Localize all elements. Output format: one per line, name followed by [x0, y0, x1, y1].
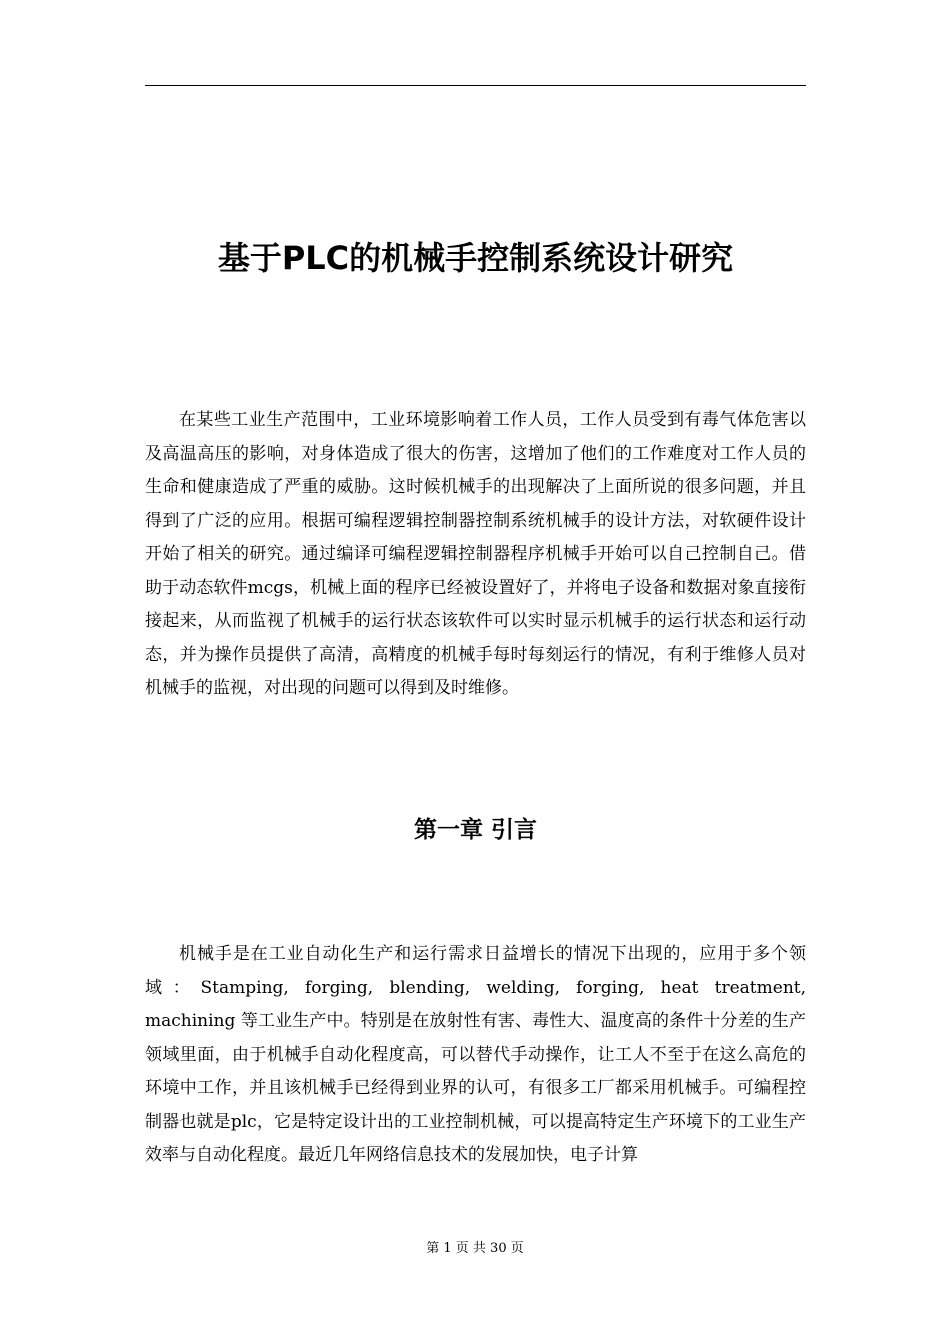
header-rule — [145, 85, 806, 86]
document-title: 基于PLC的机械手控制系统设计研究 — [217, 239, 734, 277]
page-number-footer: 第 1 页 共 30 页 — [426, 1241, 524, 1256]
abstract-paragraph: 在某些工业生产范围中，工业环境影响着工作人员，工作人员受到有毒气体危害以及高温高压的影响，对身体造成了很大的伤害，这增加了他们的工作难度对工作人员的生命和健康造成了严重的威胁。这时候机械手的出现解决了上面所说的很多问题，并且得到了广泛的应用。根据可编程逻辑控制器控制系统机械手的设计方法，对软硬件设计开始了相关的研究。通过编译可编程逻辑控制器程序机械手开始可以自己控制自己。借助于动态软件mcgs，机械上面的程序已经被设置好了，并将电子设备和数据对象直接衔接起来，从而监视了机械手的运行状态该软件可以实时显示机械手的运行状态和运行动态，并为操作员提供了高清，高精度的机械手每时每刻运行的情况，有利于维修人员对机械手的监视，对出现的问题可以得到及时维修。 — [145, 410, 806, 698]
intro-paragraph: 机械手是在工业自动化生产和运行需求日益增长的情况下出现的，应用于多个领域：Stamping, forging, blending, welding, forging, heat treatment, machining 等工业生产中。特别是在放射性有害、毒性大、温度高的条件十分差的生产领域里面，由于机械手自动化程度高，可以替代手动操作，让工人不至于在这么高危的环境中工作，并且该机械手已经得到业界的认可，有很多工厂都采用机械手。可编程控制器也就是plc，它是特定设计出的工业控制机械，可以提高特定生产环境下的工业生产效率与自动化程度。最近几年网络信息技术的发展加快，电子计算 — [145, 944, 806, 1165]
chapter-heading: 第一章 引言 — [413, 817, 537, 843]
